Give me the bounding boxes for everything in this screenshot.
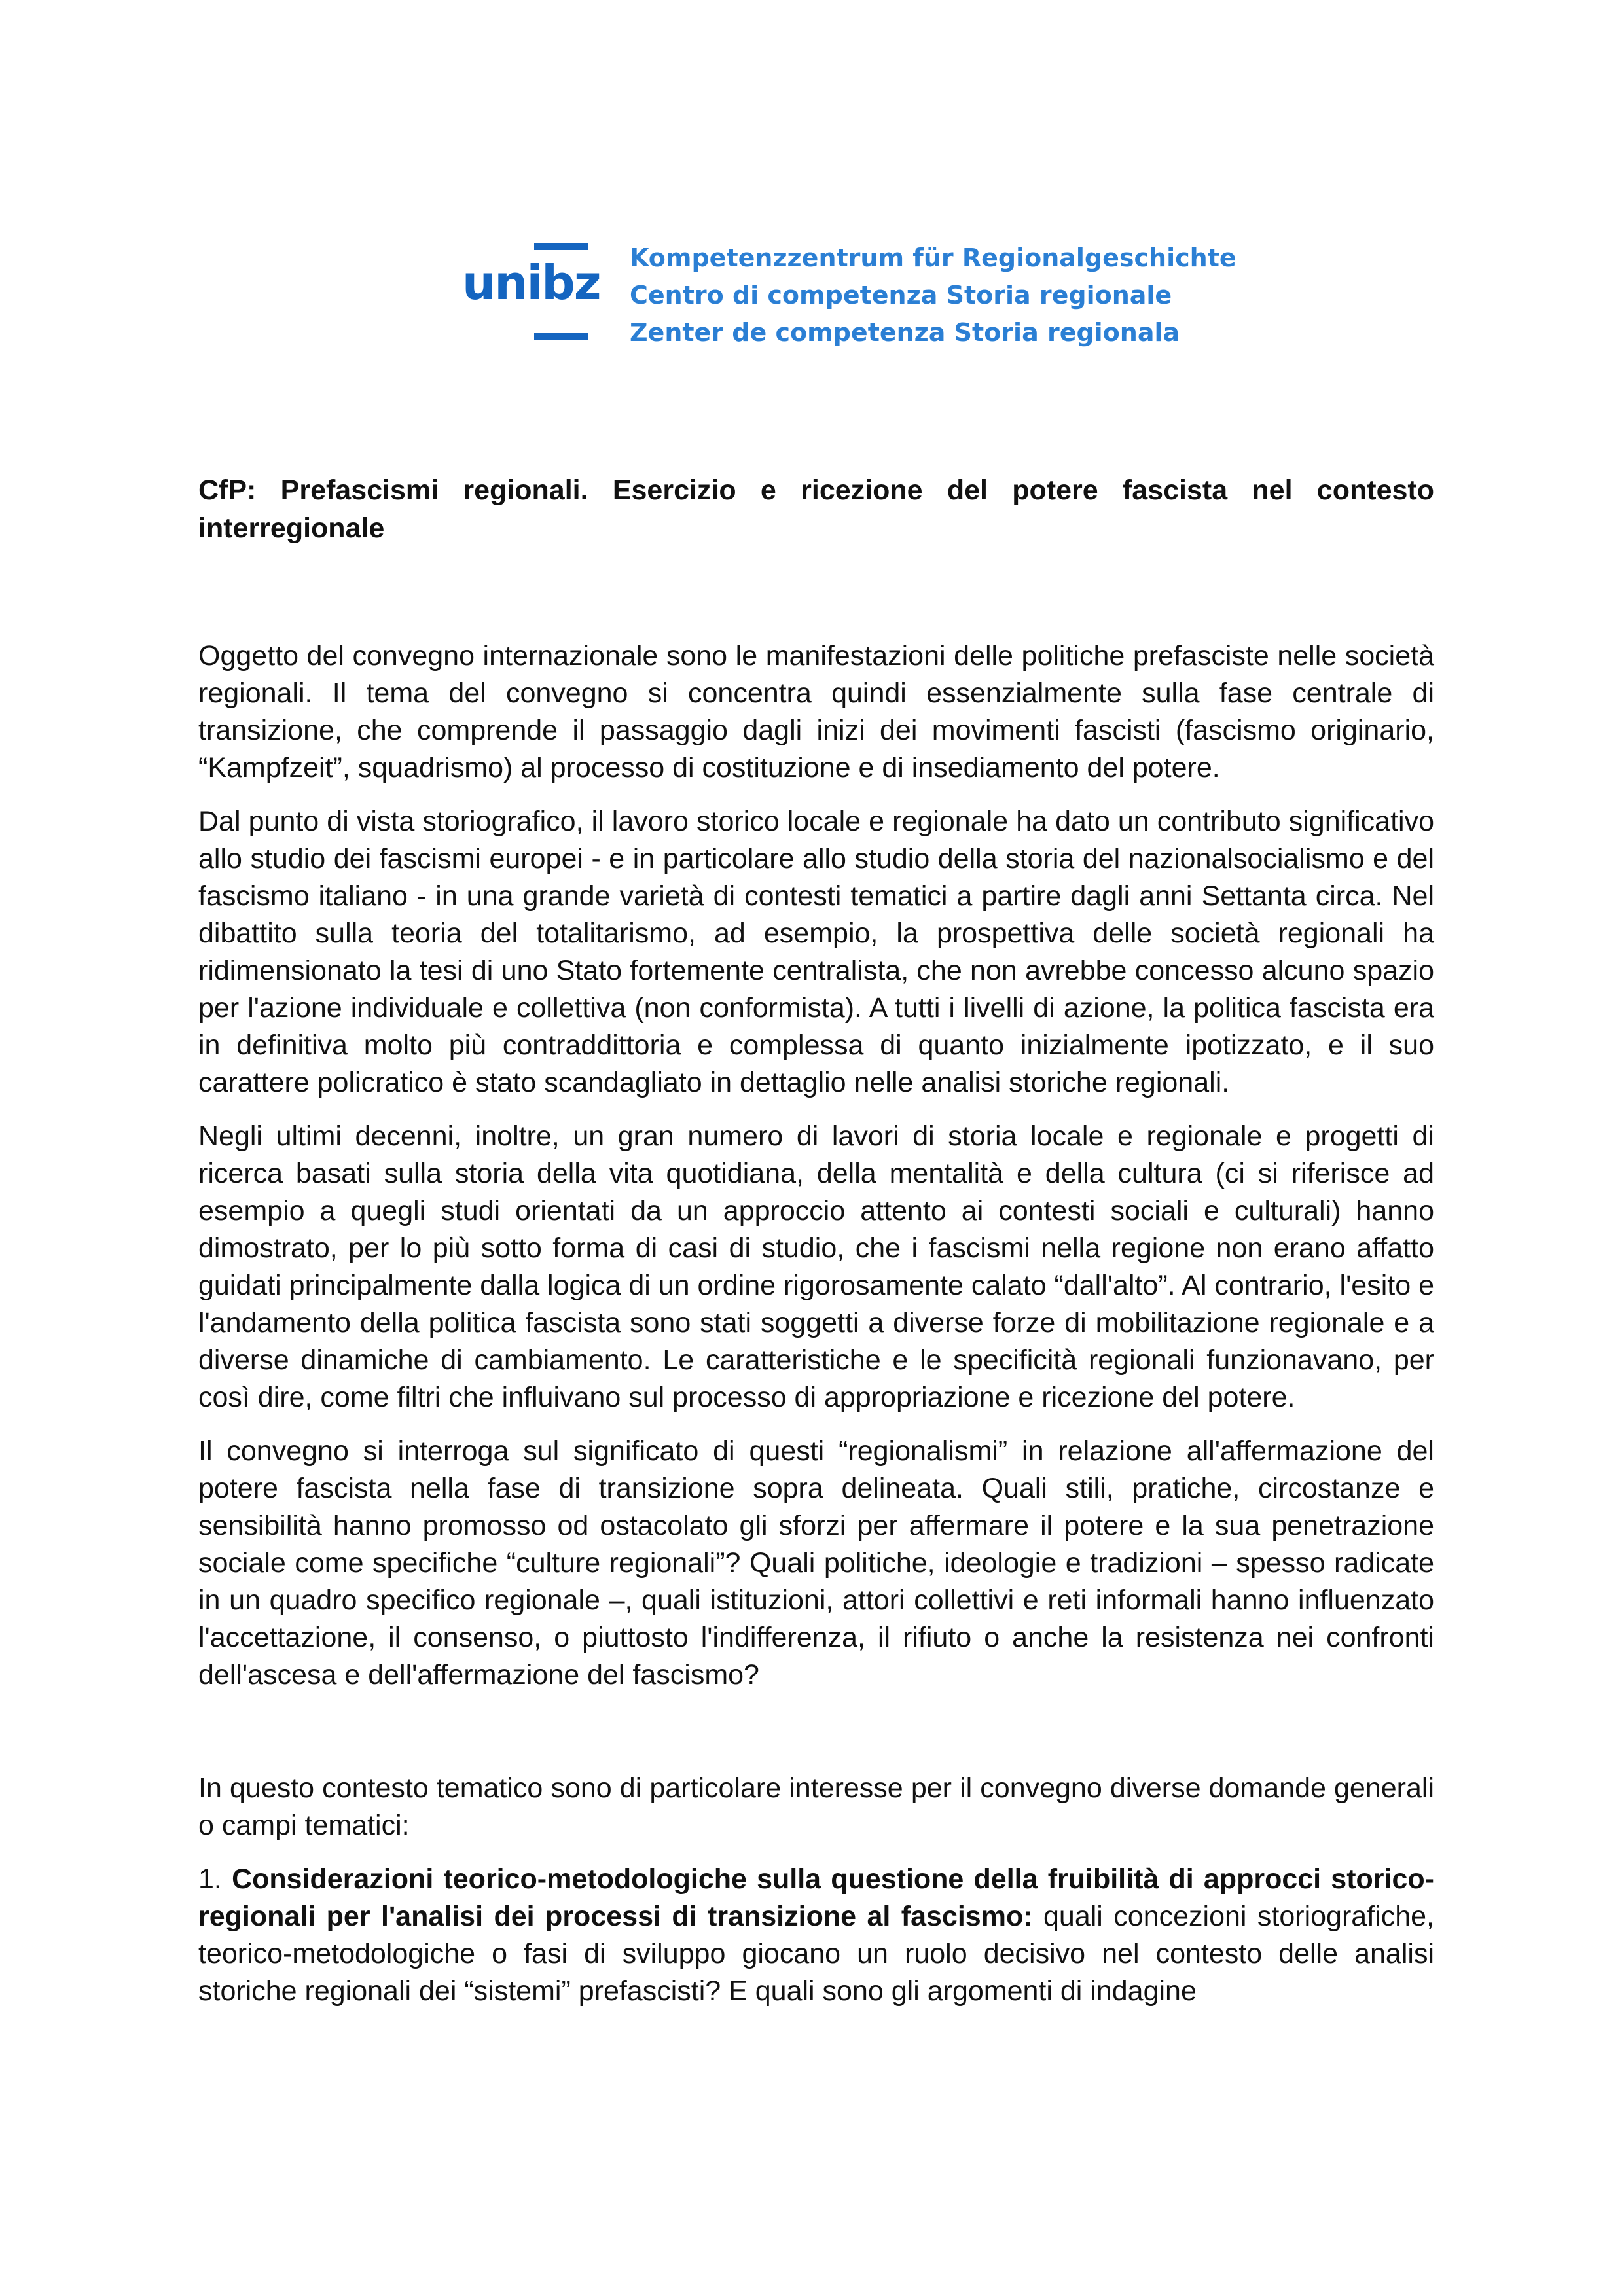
logo-line-de: Kompetenzzentrum für Regionalgeschichte <box>630 243 1236 272</box>
logo-institution-names <box>630 240 1236 351</box>
paragraph-3: Negli ultimi decenni, inoltre, un gran numero di lavori di storia locale e regionale e progetti di ricerca basati sulla storia della vita quotidiana, della mentalità e della cultura (ci si riferisce ad esempio a quegli studi orientati da un approccio attento ai contesti sociali e culturali) hanno dimostrato, per lo più sotto forma di casi di studio, che i fascismi nella regione non erano affatto guidati principalmente dalla logica di un ordine rigorosamente calato “dall'alto”. Al contrario, l'esito e l'andamento della politica fascista sono stati soggetti a diverse forze di mobilitazione regionale e a diverse dinamiche di cambiamento. Le caratteristiche e le specificità regionali funzionavano, per così dire, come filtri che influivano sul processo di appropriazione e ricezione del potere. <box>198 1121 1434 1413</box>
topic-item-heading: Considerazioni teorico-metodologiche sulla questione della fruibilità di approcci storico-regionali per l'analisi dei processi di transizione al fascismo: <box>198 1863 1434 1932</box>
document-title: CfP: Prefascismi regionali. Esercizio e ricezione del potere fascista nel contesto interregionale <box>198 475 1434 544</box>
document-body <box>198 471 1434 2026</box>
topic-item-number: 1. <box>198 1863 222 1895</box>
paragraph-2: Dal punto di vista storiografico, il lavoro storico locale e regionale ha dato un contributo significativo allo studio dei fascismi europei - e in particolare allo studio della storia del nazionalsocialismo e del fascismo italiano - in una grande varietà di contesti tematici a partire dagli anni Settanta circa. Nel dibattito sulla teoria del totalitarismo, ad esempio, la prospettiva delle società regionali ha ridimensionato la tesi di uno Stato fortemente centralista, che non avrebbe concesso alcuno spazio per l'azione individuale e collettiva (non conformista). A tutti i livelli di azione, la politica fascista era in definitiva molto più contraddittoria e complessa di quanto inizialmente ipotizzato, e il suo carattere policratico è stato scandagliato in dettaglio nelle analisi storiche regionali. <box>198 806 1434 1098</box>
topics-intro: In questo contesto tematico sono di particolare interesse per il convegno diverse domande generali o campi tematici: <box>198 1772 1434 1841</box>
paragraph-1: Oggetto del convegno internazionale sono le manifestazioni delle politiche prefasciste nelle società regionali. Il tema del convegno si concentra quindi essenzialmente sulla fase centrale di transizione, che comprende il passaggio dagli inizi dei movimenti fascisti (fascismo originario, “Kampfzeit”, squadrismo) al processo di costituzione e di insediamento del potere. <box>198 640 1434 783</box>
topic-item-text: quali concezioni storiografiche, teorico-metodologiche o fasi di sviluppo giocano un ruolo decisivo nel contesto delle analisi storiche regionali dei “sistemi” prefascisti? E quali sono gli argomenti di indagine <box>198 1901 1434 2007</box>
logo-bar-top <box>534 243 588 250</box>
logo-bar-bottom <box>534 333 588 340</box>
logo-line-it: Centro di competenza Storia regionale <box>630 281 1172 310</box>
institution-logo <box>462 240 1236 347</box>
paragraph-4: Il convegno si interroga sul significato di questi “regionalismi” in relazione all'affermazione del potere fascista nella fase di transizione sopra delineata. Quali stili, pratiche, circostanze e sensibilità hanno promosso od ostacolato gli sforzi per affermare il potere e la sua penetrazione sociale come specifiche “culture regionali”? Quali politiche, ideologie e tradizioni – spesso radicate in un quadro specifico regionale –, quali istituzioni, attori collettivi e reti informali hanno influenzato l'accettazione, il consenso, o piuttosto l'indifferenza, il rifiuto o anche la resistenza nei confronti dell'ascesa e dell'affermazione del fascismo? <box>198 1435 1434 1691</box>
topic-item-1 <box>198 1861 1434 2010</box>
logo-wordmark: unibz <box>462 255 600 310</box>
logo-line-lad: Zenter de competenza Storia regionala <box>630 318 1180 347</box>
